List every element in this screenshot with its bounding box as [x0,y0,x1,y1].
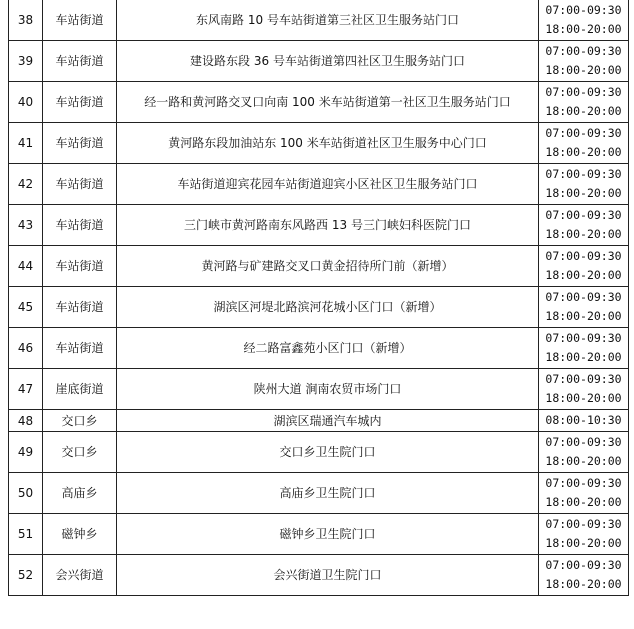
time-slot: 18:00-20:00 [545,186,622,200]
street-area: 车站街道 [43,205,117,246]
row-number: 44 [9,246,43,287]
time-slot: 18:00-20:00 [545,104,622,118]
time-slot: 07:00-09:30 [545,3,622,17]
time-slot: 18:00-20:00 [545,22,622,36]
row-number: 50 [9,473,43,514]
service-hours [539,205,629,246]
street-area: 会兴街道 [43,555,117,596]
row-number: 51 [9,514,43,555]
site-location: 黄河路与矿建路交叉口黄金招待所门前（新增） [117,246,539,287]
street-area: 车站街道 [43,287,117,328]
site-location: 三门峡市黄河路南东风路西 13 号三门峡妇科医院门口 [117,205,539,246]
site-location: 经一路和黄河路交叉口向南 100 米车站街道第一社区卫生服务站门口 [117,82,539,123]
street-area: 车站街道 [43,82,117,123]
time-slot: 07:00-09:30 [545,249,622,263]
table-row [9,0,629,41]
time-slot: 08:00-10:30 [545,413,622,427]
street-area: 磁钟乡 [43,514,117,555]
time-slot: 18:00-20:00 [545,268,622,282]
site-location: 建设路东段 36 号车站街道第四社区卫生服务站门口 [117,41,539,82]
time-slot: 07:00-09:30 [545,208,622,222]
street-area: 崖底街道 [43,369,117,410]
table-row [9,41,629,82]
time-slot: 18:00-20:00 [545,309,622,323]
time-slot: 18:00-20:00 [545,495,622,509]
table-row [9,164,629,205]
time-slot: 18:00-20:00 [545,145,622,159]
table-row [9,82,629,123]
site-location: 交口乡卫生院门口 [117,432,539,473]
time-slot: 18:00-20:00 [545,350,622,364]
street-area: 车站街道 [43,328,117,369]
time-slot: 07:00-09:30 [545,331,622,345]
time-slot: 07:00-09:30 [545,167,622,181]
site-location: 会兴街道卫生院门口 [117,555,539,596]
time-slot: 18:00-20:00 [545,536,622,550]
row-number: 52 [9,555,43,596]
street-area: 车站街道 [43,0,117,41]
table-row [9,432,629,473]
service-hours [539,410,629,432]
time-slot: 07:00-09:30 [545,126,622,140]
time-slot: 07:00-09:30 [545,85,622,99]
site-location: 陕州大道 涧南农贸市场门口 [117,369,539,410]
service-hours [539,328,629,369]
street-area: 车站街道 [43,123,117,164]
row-number: 38 [9,0,43,41]
row-number: 40 [9,82,43,123]
row-number: 43 [9,205,43,246]
table-row [9,328,629,369]
site-location: 车站街道迎宾花园车站街道迎宾小区社区卫生服务站门口 [117,164,539,205]
time-slot: 18:00-20:00 [545,577,622,591]
service-hours [539,473,629,514]
street-area: 车站街道 [43,246,117,287]
table-row [9,287,629,328]
service-hours [539,41,629,82]
row-number: 39 [9,41,43,82]
time-slot: 07:00-09:30 [545,558,622,572]
time-slot: 18:00-20:00 [545,391,622,405]
service-hours [539,123,629,164]
service-hours [539,287,629,328]
table-row [9,555,629,596]
row-number: 48 [9,410,43,432]
street-area: 交口乡 [43,410,117,432]
service-hours [539,82,629,123]
time-slot: 07:00-09:30 [545,290,622,304]
time-slot: 18:00-20:00 [545,454,622,468]
table-row [9,369,629,410]
service-hours [539,164,629,205]
site-location: 黄河路东段加油站东 100 米车站街道社区卫生服务中心门口 [117,123,539,164]
row-number: 49 [9,432,43,473]
site-location: 湖滨区河堤北路滨河花城小区门口（新增） [117,287,539,328]
street-area: 车站街道 [43,41,117,82]
time-slot: 07:00-09:30 [545,372,622,386]
row-number: 47 [9,369,43,410]
service-hours [539,369,629,410]
service-hours [539,0,629,41]
time-slot: 18:00-20:00 [545,227,622,241]
time-slot: 07:00-09:30 [545,517,622,531]
row-number: 42 [9,164,43,205]
testing-sites-table [8,0,629,596]
time-slot: 07:00-09:30 [545,435,622,449]
site-location: 湖滨区瑞通汽车城内 [117,410,539,432]
table-row [9,246,629,287]
street-area: 车站街道 [43,164,117,205]
service-hours [539,246,629,287]
table-body [9,0,629,596]
time-slot: 07:00-09:30 [545,44,622,58]
row-number: 46 [9,328,43,369]
site-location: 高庙乡卫生院门口 [117,473,539,514]
service-hours [539,432,629,473]
site-location: 东风南路 10 号车站街道第三社区卫生服务站门口 [117,0,539,41]
row-number: 45 [9,287,43,328]
table-row [9,514,629,555]
table-row [9,205,629,246]
table-row [9,410,629,432]
table-row [9,123,629,164]
table-row [9,473,629,514]
site-location: 磁钟乡卫生院门口 [117,514,539,555]
street-area: 高庙乡 [43,473,117,514]
service-hours [539,555,629,596]
site-location: 经二路富鑫苑小区门口（新增） [117,328,539,369]
row-number: 41 [9,123,43,164]
time-slot: 07:00-09:30 [545,476,622,490]
time-slot: 18:00-20:00 [545,63,622,77]
street-area: 交口乡 [43,432,117,473]
service-hours [539,514,629,555]
